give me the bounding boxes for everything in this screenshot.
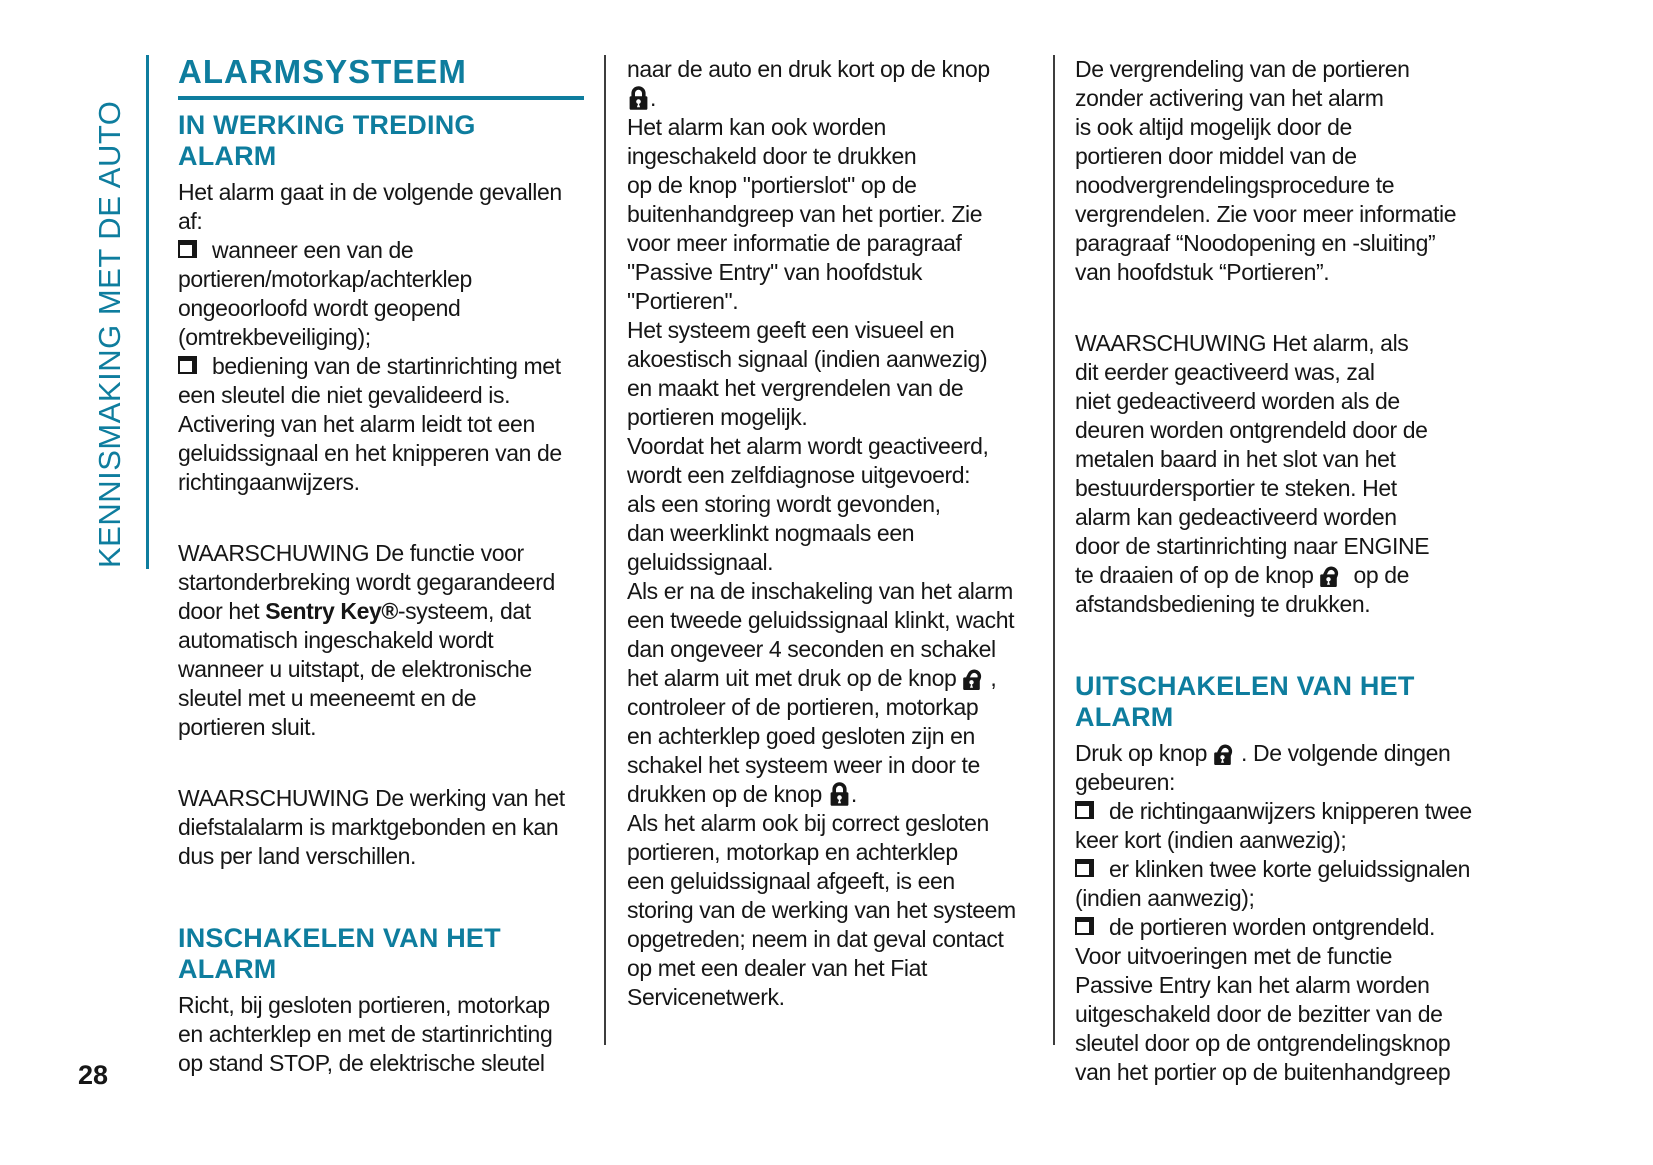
paragraph-gap xyxy=(178,871,584,913)
paragraph-gap xyxy=(178,742,584,784)
lock-open-icon xyxy=(962,664,990,691)
square-bullet-icon xyxy=(1075,917,1094,935)
paragraph: De vergrendeling van de portieren zonder activering van het alarm is ook altijd mogelijk door de portieren door middel van de noodvergrendelingsprocedure te vergrendelen. Zie voor meer informatie paragraaf “Noodopening en -sluiting” van hoofdstuk “Portieren”. xyxy=(1075,56,1457,285)
subsection-heading: UITSCHAKELEN VAN HET ALARM xyxy=(1075,671,1415,732)
paragraph: Het alarm gaat in de volgende gevallen af: wanneer een van de portieren/motorkap/achterklep ongeoorloofd wordt geopend (omtrekbeveiliging); bediening van de startinrichting met een sleutel die niet gevalideerd is. Activering van het alarm leidt tot een geluidssignaal en het knipperen van de richtingaanwijzers. xyxy=(178,179,562,495)
paragraph-gap xyxy=(1075,287,1475,329)
sidebar-chapter-label: KENNISMAKING MET DE AUTO xyxy=(92,100,127,568)
column-right xyxy=(1075,55,1475,1087)
column-divider xyxy=(1053,55,1055,1045)
square-bullet-icon xyxy=(178,240,197,258)
paragraph: WAARSCHUWING Het alarm, als dit eerder geactiveerd was, zal niet gedeactiveerd worden als de deuren worden ontgrendeld door de metalen baard in het slot van het bestuurdersportier te steken. Het alarm kan gedeactiveerd worden door de startinrichting naar ENGINE te draaien of op de knop op de afstandsbediening te drukken. xyxy=(1075,330,1430,617)
paragraph: WAARSCHUWING De werking van het diefstalalarm is marktgebonden en kan dus per land verschillen. xyxy=(178,785,565,869)
paragraph-gap xyxy=(1075,619,1475,661)
lock-open-icon xyxy=(1319,561,1347,588)
square-bullet-icon xyxy=(178,356,197,374)
column-divider xyxy=(604,55,606,1045)
subsection-heading: IN WERKING TREDING ALARM xyxy=(178,110,476,171)
subsection-heading: INSCHAKELEN VAN HET ALARM xyxy=(178,923,501,984)
page-number: 28 xyxy=(78,1060,109,1090)
section-title: ALARMSYSTEEM xyxy=(178,55,584,100)
sidebar-rule xyxy=(146,55,149,569)
paragraph-gap xyxy=(178,497,584,539)
paragraph: Druk op knop . De volgende dingen gebeuren: de richtingaanwijzers knipperen twee keer kort (indien aanwezig); er klinken twee korte geluidssignalen (indien aanwezig); de portieren worden ontgrendeld. Voor uitvoeringen met de functie Passive Entry kan het alarm worden uitgeschakeld door de bezitter van de sleutel door op de ontgrendelingsknop van het portier op de buitenhandgreep xyxy=(1075,740,1472,1085)
paragraph: Richt, bij gesloten portieren, motorkap en achterklep en met de startinrichting op stand STOP, de elektrische sleutel xyxy=(178,992,553,1076)
square-bullet-icon xyxy=(1075,801,1094,819)
lock-open-icon xyxy=(1213,739,1241,766)
column-middle xyxy=(627,55,1031,1012)
lock-closed-icon xyxy=(627,84,650,111)
square-bullet-icon xyxy=(1075,859,1094,877)
column-left xyxy=(178,55,584,1078)
paragraph: WAARSCHUWING De functie voor startonderbreking wordt gegarandeerd door het Sentry Key®-systeem, dat automatisch ingeschakeld wordt wanneer u uitstapt, de elektronische sleutel met u meeneemt en de portieren sluit. xyxy=(178,540,555,740)
paragraph: naar de auto en druk kort op de knop . Het alarm kan ook worden ingeschakeld door te drukken op de knop "portierslot" op de buitenhandgreep van het portier. Zie voor meer informatie de paragraaf "Passive Entry" van hoofdstuk "Portieren". Het systeem geeft een visueel en akoestisch signaal (indien aanwezig) en maakt het vergrendelen van de portieren mogelijk. Voordat het alarm wordt geactiveerd, wordt een zelfdiagnose uitgevoerd: als een storing wordt gevonden, dan weerklinkt nogmaals een geluidssignaal. Als er na de inschakeling van het alarm een tweede geluidssignaal klinkt, wacht dan ongeveer 4 seconden en schakel het alarm uit met druk op de knop , controleer of de portieren, motorkap en achterklep goed gesloten zijn en schakel het systeem weer in door te drukken op de knop . Als het alarm ook bij correct gesloten portieren, motorkap en achterklep een geluidssignaal afgeeft, is een storing van de werking van het systeem opgetreden; neem in dat geval contact op met een dealer van het Fiat Servicenetwerk. xyxy=(627,56,1016,1010)
lock-closed-icon xyxy=(828,780,851,807)
